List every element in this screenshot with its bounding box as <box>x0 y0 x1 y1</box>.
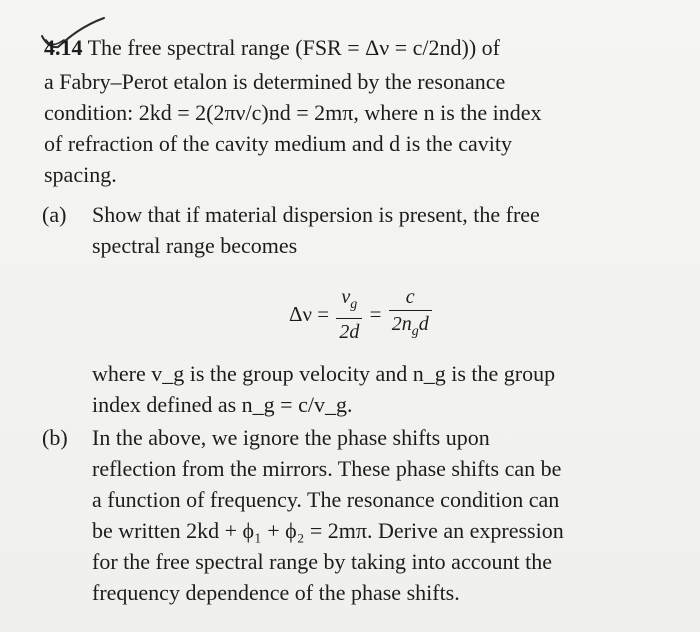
fraction-denominator-2d: 2d <box>339 320 360 343</box>
intro-line-3: condition: 2kd = 2(2πν/c)nd = 2mπ, where n is the index <box>44 100 542 125</box>
part-b-line-3: a function of frequency. The resonance condition can <box>92 487 560 512</box>
part-b-label: (b) <box>42 425 68 450</box>
part-b-line-5: for the free spectral range by taking into account the <box>92 549 552 574</box>
equation-equals: = <box>369 301 382 326</box>
intro-line-4: of refraction of the cavity medium and d is the cavity <box>44 131 512 156</box>
fraction-denominator-2ngd: $2n_gd$ <box>391 313 429 339</box>
fraction-vg-over-2d <box>336 286 362 343</box>
fraction-c-over-2ngd <box>389 286 432 343</box>
fraction-numerator-vg: $v_g$ <box>336 286 362 319</box>
part-a-line-2: spectral range becomes <box>92 233 298 258</box>
problem-number: 4.14 <box>44 35 83 60</box>
part-a-after-line-2: index defined as n_g = c/v_g. <box>92 392 353 417</box>
part-b-line-4: be written 2kd + ϕ₁ + ϕ₂ = 2mπ. Derive an expression <box>92 518 564 543</box>
part-a-label: (a) <box>42 202 67 227</box>
equation-lhs: Δν = <box>289 301 330 326</box>
dispersion-fsr-equation <box>289 286 434 343</box>
part-b-line-1: In the above, we ignore the phase shifts upon <box>92 425 490 450</box>
intro-line-2: a Fabry–Perot etalon is determined by the resonance <box>44 69 506 94</box>
intro-line-1-text: The free spectral range (FSR = Δν = c/2nd)) of <box>87 35 500 60</box>
part-a-after-line-1: where v_g is the group velocity and n_g is the group <box>92 361 556 386</box>
fraction-numerator-c: c <box>389 286 432 311</box>
intro-line-5: spacing. <box>44 162 117 187</box>
part-a-line-1: Show that if material dispersion is present, the free <box>92 202 540 227</box>
part-b-line-2: reflection from the mirrors. These phase shifts can be <box>92 456 562 481</box>
intro-line-1 <box>44 36 500 60</box>
part-b-line-6: frequency dependence of the phase shifts. <box>92 580 460 605</box>
